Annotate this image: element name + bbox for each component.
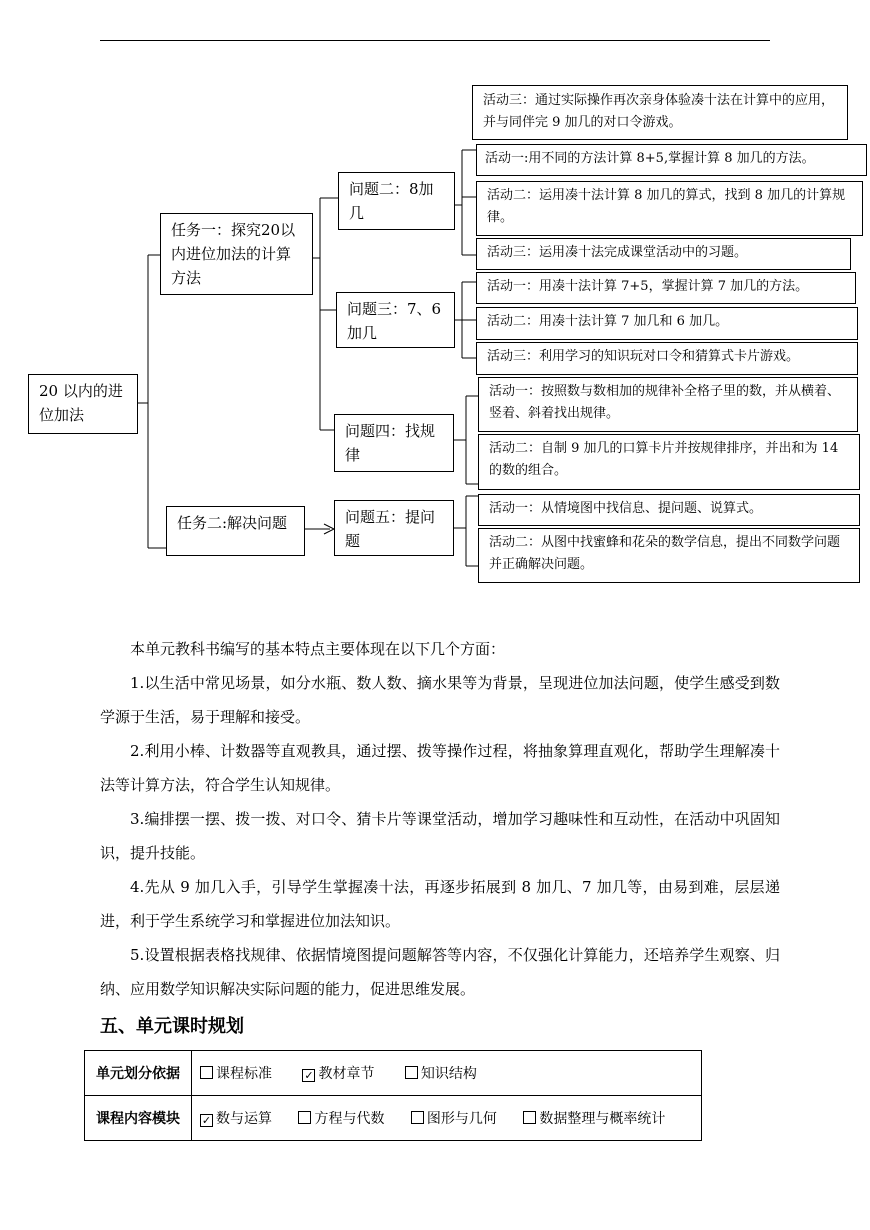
task1-box: 任务一：探究20以内进位加法的计算方法	[160, 213, 313, 295]
q5-activity2-box: 活动二：从图中找蜜蜂和花朵的数学信息，提出不同数学问题并正确解决问题。	[478, 528, 860, 583]
question5-box: 问题五：提问题	[334, 500, 454, 556]
q3-activity3-box: 活动三：利用学习的知识玩对口令和猜算式卡片游戏。	[476, 342, 858, 375]
option-label: 方程与代数	[314, 1111, 385, 1127]
feature-paragraph-3: 3.编排摆一摆、拨一拨、对口令、猜卡片等课堂活动，增加学习趣味性和互动性，在活动中巩固知识，提升技能。	[100, 810, 780, 862]
q4-activity2-box: 活动二：自制 9 加几的口算卡片并按规律排序，并出和为 14 的数的组合。	[478, 434, 860, 490]
checkbox-icon[interactable]	[200, 1066, 213, 1079]
q4-activity1-box: 活动一：按照数与数相加的规律补全格子里的数，并从横着、竖着、斜着找出规律。	[478, 377, 858, 432]
checkbox-icon[interactable]	[298, 1111, 311, 1124]
q5-activity1-box: 活动一：从情境图中找信息、提问题、说算式。	[478, 494, 860, 526]
feature-paragraph-2: 2.利用小棒、计数器等直观教具，通过摆、拨等操作过程，将抽象算理直观化，帮助学生理解凑十法等计算方法，符合学生认知规律。	[100, 742, 780, 794]
module-options	[192, 1096, 702, 1141]
checkbox-option[interactable]	[411, 1108, 497, 1128]
checkbox-checked-icon[interactable]: ✓	[201, 1114, 212, 1127]
feature-paragraph-4: 4.先从 9 加几入手，引导学生掌握凑十法，再逐步拓展到 8 加几、7 加几等，由易到难，层层递进，利于学生系统学习和掌握进位加法知识。	[100, 878, 780, 930]
option-label: 知识结构	[420, 1066, 477, 1082]
section-heading: 五、单元课时规划	[100, 1016, 244, 1037]
option-label: 课程标准	[216, 1066, 272, 1082]
task2-box: 任务二:解决问题	[166, 506, 305, 556]
table-row	[85, 1096, 702, 1141]
table-row	[85, 1051, 702, 1096]
row-header-module: 课程内容模块	[85, 1096, 192, 1141]
basis-options	[192, 1051, 702, 1096]
option-label: 教材章节	[318, 1066, 375, 1082]
feature-paragraph-1: 1.以生活中常见场景，如分水瓶、数人数、摘水果等为背景，呈现进位加法问题，使学生感受到数学源于生活，易于理解和接受。	[100, 674, 780, 726]
q3-activity2-box: 活动二：用凑十法计算 7 加几和 6 加几。	[476, 307, 858, 340]
checkbox-option[interactable]	[298, 1108, 384, 1128]
q2-activity2-box: 活动二：运用凑十法计算 8 加几的算式，找到 8 加几的计算规律。	[476, 181, 863, 236]
checkbox-icon[interactable]	[411, 1111, 424, 1124]
feature-paragraph-5: 5.设置根据表格找规律、依据情境图提问题解答等内容，不仅强化计算能力，还培养学生观察、归纳、应用数学知识解决实际问题的能力，促进思维发展。	[100, 946, 780, 998]
checkbox-option[interactable]	[405, 1063, 477, 1083]
checkbox-option[interactable]	[200, 1063, 272, 1083]
checkbox-option[interactable]	[523, 1108, 665, 1128]
checkbox-checked-icon[interactable]: ✓	[304, 1069, 314, 1082]
mindmap-root: 20 以内的进位加法	[28, 374, 138, 434]
option-label: 图形与几何	[426, 1111, 497, 1127]
q2-activity3-box: 活动三：运用凑十法完成课堂活动中的习题。	[476, 238, 851, 270]
option-label: 数与运算	[216, 1111, 272, 1127]
unit-plan-table	[84, 1050, 702, 1141]
q3-activity1-box: 活动一：用凑十法计算 7+5，掌握计算 7 加几的方法。	[476, 272, 856, 304]
option-label: 数据整理与概率统计	[539, 1111, 666, 1127]
question2-box: 问题二：8加几	[338, 172, 455, 230]
checkbox-icon[interactable]	[523, 1111, 536, 1124]
checkbox-icon[interactable]	[405, 1066, 418, 1079]
row-header-basis: 单元划分依据	[85, 1051, 192, 1096]
q1-activity3-box: 活动三：通过实际操作再次亲身体验凑十法在计算中的应用，并与同伴完 9 加几的对口令游戏。	[472, 85, 848, 140]
intro-paragraph: 本单元教科书编写的基本特点主要体现在以下几个方面：	[130, 640, 506, 658]
checkbox-option[interactable]	[200, 1108, 272, 1128]
question3-box: 问题三：7、6加几	[336, 292, 455, 348]
q2-activity1-box: 活动一:用不同的方法计算 8+5,掌握计算 8 加几的方法。	[476, 144, 867, 176]
question4-box: 问题四：找规律	[334, 414, 454, 472]
checkbox-option[interactable]	[302, 1063, 374, 1083]
